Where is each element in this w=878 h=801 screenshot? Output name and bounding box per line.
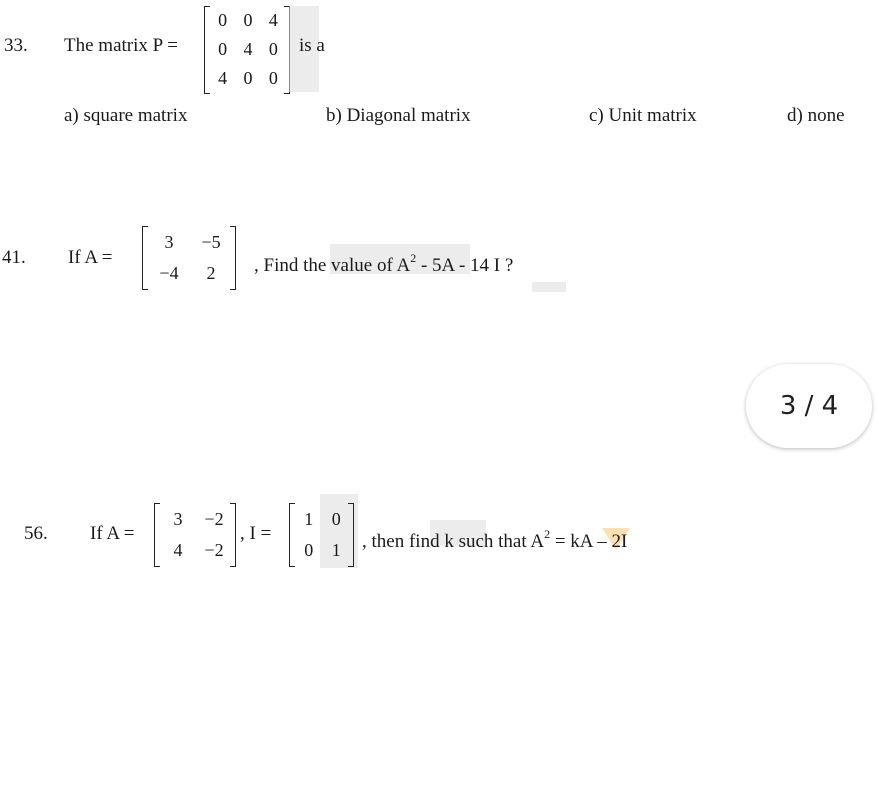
matrix-cell: 0 bbox=[268, 67, 278, 88]
matrix-cell: 3 bbox=[164, 231, 174, 252]
question-number: 33. bbox=[4, 35, 28, 56]
question-mid-text: , I = bbox=[240, 523, 272, 544]
question-stem-suffix: , then find k such that $A^2$ = kA – 2I bbox=[362, 527, 628, 552]
question-number: 56. bbox=[24, 523, 48, 544]
matrix-cell: 0 bbox=[268, 38, 278, 59]
matrix-cell: 0 bbox=[331, 508, 341, 529]
matrix-cell: −5 bbox=[201, 231, 221, 252]
matrix-cell: −2 bbox=[204, 508, 224, 529]
question-stem-prefix: If A = bbox=[90, 523, 135, 544]
matrix-cell: 4 bbox=[173, 539, 183, 560]
option-d: d) none bbox=[787, 105, 845, 126]
matrix-cell: 0 bbox=[243, 10, 253, 31]
matrix-cell: 1 bbox=[331, 539, 341, 560]
option-b: b) Diagonal matrix bbox=[326, 105, 471, 126]
question-stem-prefix: If A = bbox=[68, 247, 113, 268]
matrix-cell: 0 bbox=[218, 38, 228, 59]
matrix-cell: 4 bbox=[268, 10, 278, 31]
matrix-cell: −4 bbox=[159, 262, 179, 283]
page-indicator: 3 / 4 bbox=[746, 364, 872, 448]
matrix-cell: 0 bbox=[304, 539, 314, 560]
matrix-cell: 4 bbox=[218, 67, 228, 88]
matrix-cell: 0 bbox=[218, 10, 228, 31]
matrix-cell: 1 bbox=[304, 508, 314, 529]
option-c: c) Unit matrix bbox=[589, 105, 697, 126]
question-stem-prefix: The matrix P = bbox=[64, 35, 178, 56]
question-number: 41. bbox=[2, 247, 26, 268]
question-stem-suffix: , Find the value of $A^2 - 5A - 14$ I ? bbox=[254, 251, 514, 276]
matrix-cell: −2 bbox=[204, 539, 224, 560]
matrix-cell: 3 bbox=[173, 508, 183, 529]
watermark-patch bbox=[532, 282, 566, 292]
question-stem-suffix: is a bbox=[299, 35, 325, 56]
matrix-cell: 0 bbox=[243, 67, 253, 88]
matrix-cell: 4 bbox=[243, 38, 253, 59]
matrix-cell: 2 bbox=[206, 262, 216, 283]
option-a: a) square matrix bbox=[64, 105, 188, 126]
